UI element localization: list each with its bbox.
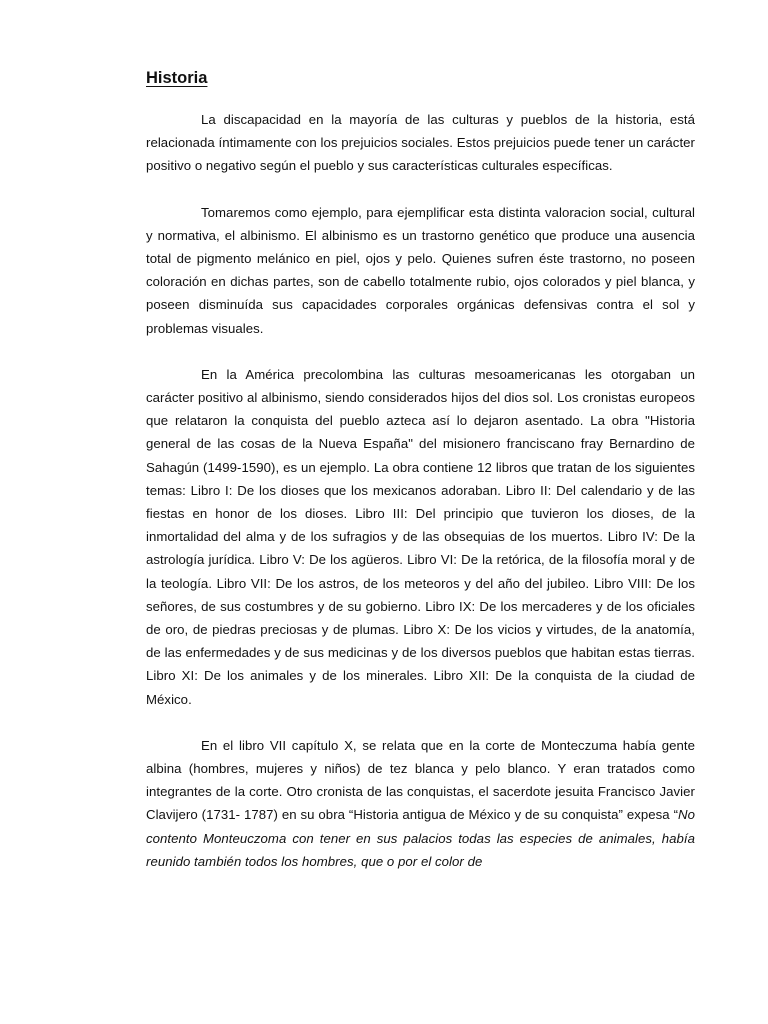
paragraph-2: Tomaremos como ejemplo, para ejemplificar esta distinta valoracion social, cultural y normativa, el albinismo. El albinismo es un trastorno genético que produce una ausencia total de pigmento melánico en piel, ojos y pelo. Quienes sufren éste trastorno, no poseen coloración en dichas partes, son de cabello totalmente rubio, ojos colorados y piel blanca, y poseen disminuída sus capacidades corporales orgánicas defensivas contra el sol y problemas visuales. bbox=[146, 204, 695, 336]
paragraph-1: La discapacidad en la mayoría de las culturas y pueblos de la historia, está relacionada íntimamente con los prejuicios sociales. Estos prejuicios puede tener un carácter positivo o negativo según el pueblo y sus características culturales específicas. bbox=[146, 112, 695, 174]
paragraph-4-quote: No contento Monteuczoma con tener en sus palacios todas las especies de animales, había reunido también todos los hombres, que o por el color de bbox=[146, 807, 695, 869]
paragraph-4 bbox=[146, 734, 695, 873]
paragraph-3: En la América precolombina las culturas mesoamericanas les otorgaban un carácter positivo al albinismo, siendo considerados hijos del dios sol. Los cronistas europeos que relataron la conquista del pueblo azteca así lo dejaron asentado. La obra "Historia general de las cosas de la Nueva España" del misionero franciscano fray Bernardino de Sahagún (1499-1590), es un ejemplo. La obra contiene 12 libros que tratan de los siguientes temas: Libro I: De los dioses que los mexicanos adoraban. Libro II: Del calendario y de las fiestas en honor de los dioses. Libro III: Del principio que tuvieron los dioses, de la inmortalidad del alma y de los sufragios y de las obsequias de los muertos. Libro IV: De la astrología jurídica. Libro V: De los agüeros. Libro VI: De la retórica, de la filosofía moral y de la teología. Libro VII: De los astros, de los meteoros y del año del jubileo. Libro VIII: De los señores, de sus costumbres y de su gobierno. Libro IX: De los mercaderes y de los oficiales de oro, de piedras preciosas y de plumas. Libro X: De los vicios y virtudes, de la anatomía, de las enfermedades y de sus medicinas y de los diversos pueblos que habitan estas tierras. Libro XI: De los animales y de los minerales. Libro XII: De la conquista de la ciudad de México. bbox=[146, 366, 695, 707]
section-heading: Historia bbox=[146, 69, 208, 87]
document-page bbox=[146, 66, 695, 896]
paragraph-4-text: En el libro VII capítulo X, se relata que en la corte de Monteczuma había gente albina (hombres, mujeres y niños) de tez blanca y pelo blanco. Y eran tratados como integrantes de la corte. Otro cronista de las conquistas, el sacerdote jesuita Francisco Javier Clavijero (1731- 1787) en su obra “Historia antigua de México y de su conquista” expesa “ bbox=[146, 737, 695, 823]
